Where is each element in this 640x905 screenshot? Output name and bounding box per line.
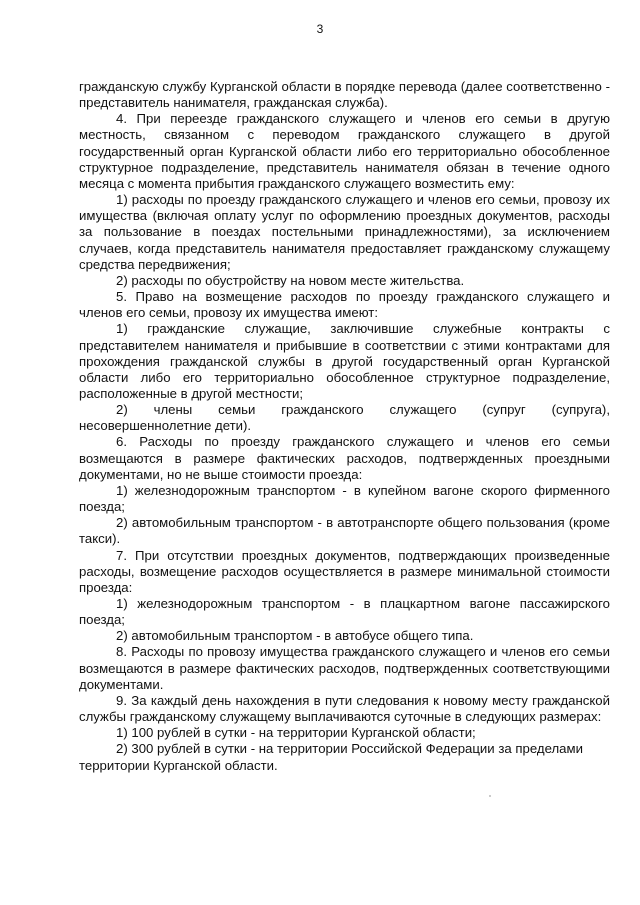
paragraph-item-5: 5. Право на возмещение расходов по проезду гражданского служащего и членов его семьи, провозу их имущества имеют: — [79, 289, 610, 321]
paragraph-item-6-2: 2) автомобильным транспортом - в автотранспорте общего пользования (кроме такси). — [79, 515, 610, 547]
paragraph-item-6: 6. Расходы по проезду гражданского служащего и членов его семьи возмещаются в размере фактических расходов, подтвержденных проездными документами, но не выше стоимости проезда: — [79, 434, 610, 482]
paragraph-item-7-1: 1) железнодорожным транспортом - в плацкартном вагоне пассажирского поезда; — [79, 596, 610, 628]
paragraph-item-5-2: 2) члены семьи гражданского служащего (супруг (супруга), несовершеннолетние дети). — [79, 402, 610, 434]
paragraph-item-8: 8. Расходы по провозу имущества гражданского служащего и членов его семьи возмещаются в размере фактических расходов, подтвержденных соответствующими документами. — [79, 644, 610, 692]
paragraph-continuation: гражданскую службу Курганской области в порядке перевода (далее соответственно - представитель нанимателя, гражданская служба). — [79, 79, 610, 111]
paragraph-item-4-1: 1) расходы по проезду гражданского служащего и членов его семьи, провозу их имущества (включая оплату услуг по оформлению проездных документов, расходы за пользование в поездах постельными принадлежностями), за исключением случаев, когда представитель нанимателя предоставляет гражданскому служащему средства передвижения; — [79, 192, 610, 272]
paragraph-item-4: 4. При переезде гражданского служащего и членов его семьи в другую местность, связанном с переводом гражданского служащего в другой государственный орган Курганской области либо его территориально обособленное структурное подразделение, представитель нанимателя обязан в течение одного месяца с момента прибытия гражданского служащего возместить ему: — [79, 111, 610, 191]
paragraph-item-4-2: 2) расходы по обустройству на новом месте жительства. — [116, 272, 465, 288]
document-body — [79, 79, 610, 774]
page-number: 3 — [316, 22, 324, 36]
paragraph-item-7-2: 2) автомобильным транспортом - в автобусе общего типа. — [116, 628, 474, 644]
scan-speck — [489, 795, 491, 797]
paragraph-item-9-2: 2) 300 рублей в сутки - на территории Российской Федерации за пределами территории Курганской области. — [79, 741, 583, 773]
paragraph-item-9: 9. За каждый день нахождения в пути следования к новому месту гражданской службы гражданскому служащему выплачиваются суточные в следующих размерах: — [79, 692, 610, 725]
paragraph-item-9-1: 1) 100 рублей в сутки - на территории Курганской области; — [116, 725, 476, 741]
paragraph-item-6-1: 1) железнодорожным транспортом - в купейном вагоне скорого фирменного поезда; — [79, 482, 610, 515]
paragraph-item-7: 7. При отсутствии проездных документов, подтверждающих произведенные расходы, возмещение расходов осуществляется в размере минимальной стоимости проезда: — [79, 547, 610, 595]
paragraph-item-5-1: 1) гражданские служащие, заключившие служебные контракты с представителем нанимателя и прибывшие в соответствии с этими контрактами для прохождения гражданской службы в другой государственный орган Курганской области либо его территориально обособленное структурное подразделение, расположенные в другой местности; — [79, 321, 610, 401]
